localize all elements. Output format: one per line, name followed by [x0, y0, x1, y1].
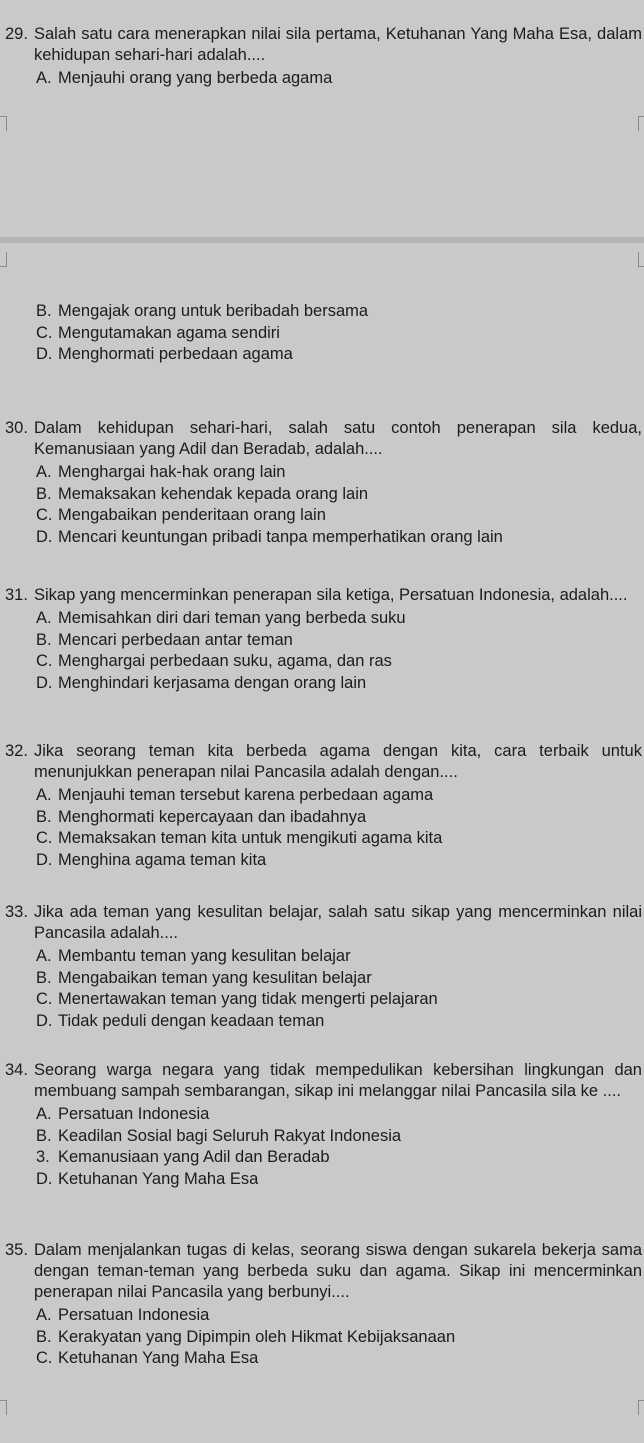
option-d[interactable]: D. Ketuhanan Yang Maha Esa [36, 1169, 259, 1188]
option-a[interactable]: A. Persatuan Indonesia [36, 1306, 210, 1324]
question-number: 29. [5, 25, 28, 43]
option-d[interactable]: D. Tidak peduli dengan keadaan teman [36, 1011, 325, 1030]
option-d[interactable]: D. Menghindari kerjasama dengan orang lain [36, 673, 367, 692]
option-c[interactable]: C. Mengabaikan penderitaan orang lain [36, 506, 326, 524]
option-c[interactable]: C. Ketuhanan Yang Maha Esa [36, 1349, 259, 1367]
option-a[interactable]: A. Persatuan Indonesia [36, 1105, 210, 1123]
option-c[interactable]: 3. Kemanusiaan yang Adil dan Beradab [36, 1148, 330, 1166]
question-stem: 32. Jika seorang teman kita berbeda agama dengan kita, cara terbaik untuk menunjukkan penerapan nilai Pancasila adalah dengan.... [5, 742, 642, 781]
question-31 [0, 585, 644, 694]
question-32 [0, 741, 644, 871]
option-d[interactable]: D. Menghina agama teman kita [36, 850, 267, 869]
option-d[interactable]: D. Mencari keuntungan pribadi tanpa memperhatikan orang lain [36, 527, 503, 546]
question-stem: 30. Dalam kehidupan sehari-hari, salah satu contoh penerapan sila kedua, Kemanusiaan yang Adil dan Beradab, adalah.... [5, 419, 642, 458]
question-33 [0, 902, 644, 1032]
option-b[interactable]: B. Keadilan Sosial bagi Seluruh Rakyat Indonesia [36, 1126, 402, 1145]
crop-mark [638, 252, 644, 267]
question-stem: 31. Sikap yang mencerminkan penerapan sila ketiga, Persatuan Indonesia, adalah.... [5, 586, 628, 604]
option-a[interactable]: A. Menjauhi orang yang berbeda agama [36, 69, 333, 87]
option-b[interactable]: B. Kerakyatan yang Dipimpin oleh Hikmat Kebijaksanaan [36, 1327, 456, 1346]
question-stem: 33. Jika ada teman yang kesulitan belajar, salah satu sikap yang mencerminkan nilai Pancasila adalah.... [5, 903, 642, 942]
option-a[interactable]: A. Memisahkan diri dari teman yang berbeda suku [36, 609, 406, 627]
question-29 [0, 24, 644, 90]
crop-mark [0, 1400, 7, 1415]
option-b[interactable]: B. Mencari perbedaan antar teman [36, 630, 293, 649]
option-c[interactable]: C. Menertawakan teman yang tidak mengerti pelajaran [36, 990, 438, 1008]
question-35 [0, 1240, 644, 1370]
option-c[interactable]: C. Memaksakan teman kita untuk mengikuti agama kita [36, 829, 443, 847]
question-text: Salah satu cara menerapkan nilai sila pertama, Ketuhanan Yang Maha Esa, dalam kehidupan sehari-hari adalah.... [34, 25, 642, 64]
crop-mark [638, 116, 644, 131]
option-c[interactable]: C. Mengutamakan agama sendiri [36, 323, 280, 342]
crop-mark [0, 252, 7, 267]
option-b[interactable]: B. Memaksakan kehendak kepada orang lain [36, 484, 369, 503]
question-stem: 35. Dalam menjalankan tugas di kelas, seorang siswa dengan sukarela bekerja sama dengan teman-teman yang berbeda suku dan agama. Sikap ini mencerminkan penerapan nilai Pancasila yang berbunyi.... [5, 1241, 642, 1301]
option-a[interactable]: A. Menghargai hak-hak orang lain [36, 463, 286, 481]
page-divider [0, 237, 644, 243]
option-b[interactable]: B. Menghormati kepercayaan dan ibadahnya [36, 807, 367, 826]
crop-mark [638, 1400, 644, 1415]
crop-mark [0, 116, 7, 131]
question-stem [0, 24, 644, 66]
question-29-continued [0, 301, 644, 366]
question-30 [0, 418, 644, 548]
option-c[interactable]: C. Menghargai perbedaan suku, agama, dan ras [36, 652, 392, 670]
question-34 [0, 1060, 644, 1190]
option-b[interactable]: B. Mengajak orang untuk beribadah bersama [36, 302, 369, 320]
option-d[interactable]: D. Menghormati perbedaan agama [36, 345, 293, 363]
question-stem: 34. Seorang warga negara yang tidak mempedulikan kebersihan lingkungan dan membuang sampah sembarangan, sikap ini melanggar nilai Pancasila sila ke .... [5, 1061, 642, 1100]
option-b[interactable]: B. Mengabaikan teman yang kesulitan belajar [36, 968, 372, 987]
option-a[interactable]: A. Membantu teman yang kesulitan belajar [36, 947, 351, 965]
option-a[interactable]: A. Menjauhi teman tersebut karena perbedaan agama [36, 786, 434, 804]
